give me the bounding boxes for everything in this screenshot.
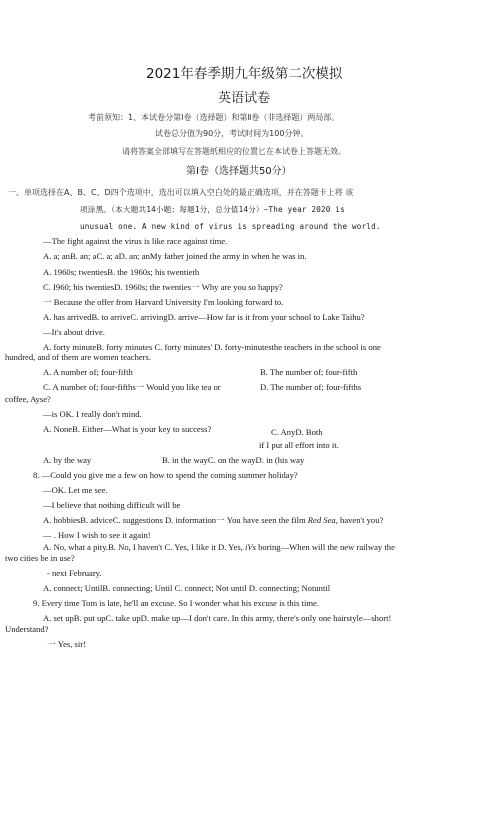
question-line: coffee, Ayse?: [5, 394, 51, 404]
question-line: 一 Yes, sir!: [47, 639, 86, 649]
question-line: — . How I wish to see it again!: [43, 530, 151, 540]
question-line: two cities be in use?: [5, 553, 75, 563]
question-line: hundred, and of them are women teachers.: [5, 352, 152, 362]
option-line: [43, 542, 395, 553]
question-line: —It's about drive.: [43, 327, 105, 337]
question-text-italic: iVs: [245, 542, 256, 552]
part1-instruction-2: 项涂黑。（本大题共14小题；每题1分，总分值14分）—The year 2020 is: [80, 205, 345, 214]
question-text: boring—When will the new railway the: [255, 542, 395, 552]
exam-subtitle: 英语试卷: [218, 91, 271, 106]
option-line: B. in the wayC. on the wayD. in (his way: [162, 455, 305, 465]
question-line: 8. —Could you give me a few on how to spend the coming summer holiday?: [33, 470, 298, 480]
question-line: 9. Every time Tom is late, he'll an excuse. So I wonder what his excuse is this time.: [33, 598, 319, 608]
question-line: —I believe that nothing difficult will be: [43, 500, 181, 510]
question-text: A. No, what a pity.B. No, I haven't C. Yes, I like it D. Yes,: [43, 542, 245, 552]
question-line: [43, 515, 383, 526]
film-title: Red Sea,: [307, 515, 338, 525]
section-title: 第Ⅰ卷（选择题共50分）: [186, 166, 292, 177]
question-line: A. forty minuteB. forty minutes C. forty minutes' D. forty-minutesthe teachers in the school is one: [43, 342, 381, 352]
option-line: A. by the way: [43, 455, 92, 465]
part1-instruction-1: 一、单项选择在A、B、C、D四个选项中，选出可以填入空白处的最正确选项，并在答题卡上将 该: [8, 188, 354, 197]
option-line: A. NoneB. Either—What is your key to success?: [43, 424, 212, 434]
exam-title: 2021年春季期九年级第二次模拟: [146, 66, 343, 82]
option-line: A. set upB. put upC. take upD. make up—I don't care. In this army, there's only one hairstyle—short!: [43, 613, 392, 623]
question-line: Understand?: [5, 624, 49, 634]
option-line: D. The number of; four-fifths: [260, 382, 362, 392]
option-line: B. The number of; four-fifth: [260, 367, 358, 377]
question-line: —The fight against the virus is like race against time.: [43, 236, 228, 246]
question-text: haven't you?: [337, 515, 384, 525]
part1-instruction-3: unusual one. A new kind of virus is spreading around the world.: [80, 222, 381, 231]
question-line: 一 Because the offer from Harvard University I'm looking forward to.: [43, 297, 284, 307]
question-line: A. a; anB. an; aC. a; aD. an; anMy father joined the army in when he was in.: [43, 251, 307, 261]
question-line: —OK. Let me see.: [43, 485, 108, 495]
exam-note-1: 考前须知：1、本试卷分第Ⅰ卷（选择题）和第Ⅱ卷（非选择题）两局部。: [88, 113, 340, 122]
question-line: A. 1960s; twentiesB. the 1960s; his twentieth: [43, 267, 200, 277]
option-line: A. connect; UntilB. connecting; Until C. connect; Not until D. connecting; Notuntil: [43, 583, 331, 593]
exam-note-2: 试卷总分值为90分，考试时间为100分钟。: [155, 129, 309, 138]
exam-note-3: 请将答案全部填写在答题纸相应的位置匕在本试卷上答题无效。: [122, 147, 346, 156]
question-line: C. I960; his twentiesD. 1960s; the twenties一 Why are you so happy?: [43, 282, 283, 292]
question-line: A. has arrivedB. to arriveC. arrivingD. arrive—How far is it from your school to Lake Taihu?: [43, 312, 365, 322]
option-line: C. AnyD. Both: [271, 427, 323, 437]
option-line: C. A number of; four-fifths一 Would you like tea or: [43, 382, 221, 392]
question-line: —is OK. I really don't mind.: [43, 409, 142, 419]
question-line: - next February.: [47, 568, 102, 578]
question-line: if I put all effort into it.: [259, 440, 339, 450]
option-line: A. A number of; four-fifth: [43, 367, 133, 377]
question-text: A. hobbiesB. adviceC. suggestions D. information一 You have seen the film: [43, 515, 308, 525]
